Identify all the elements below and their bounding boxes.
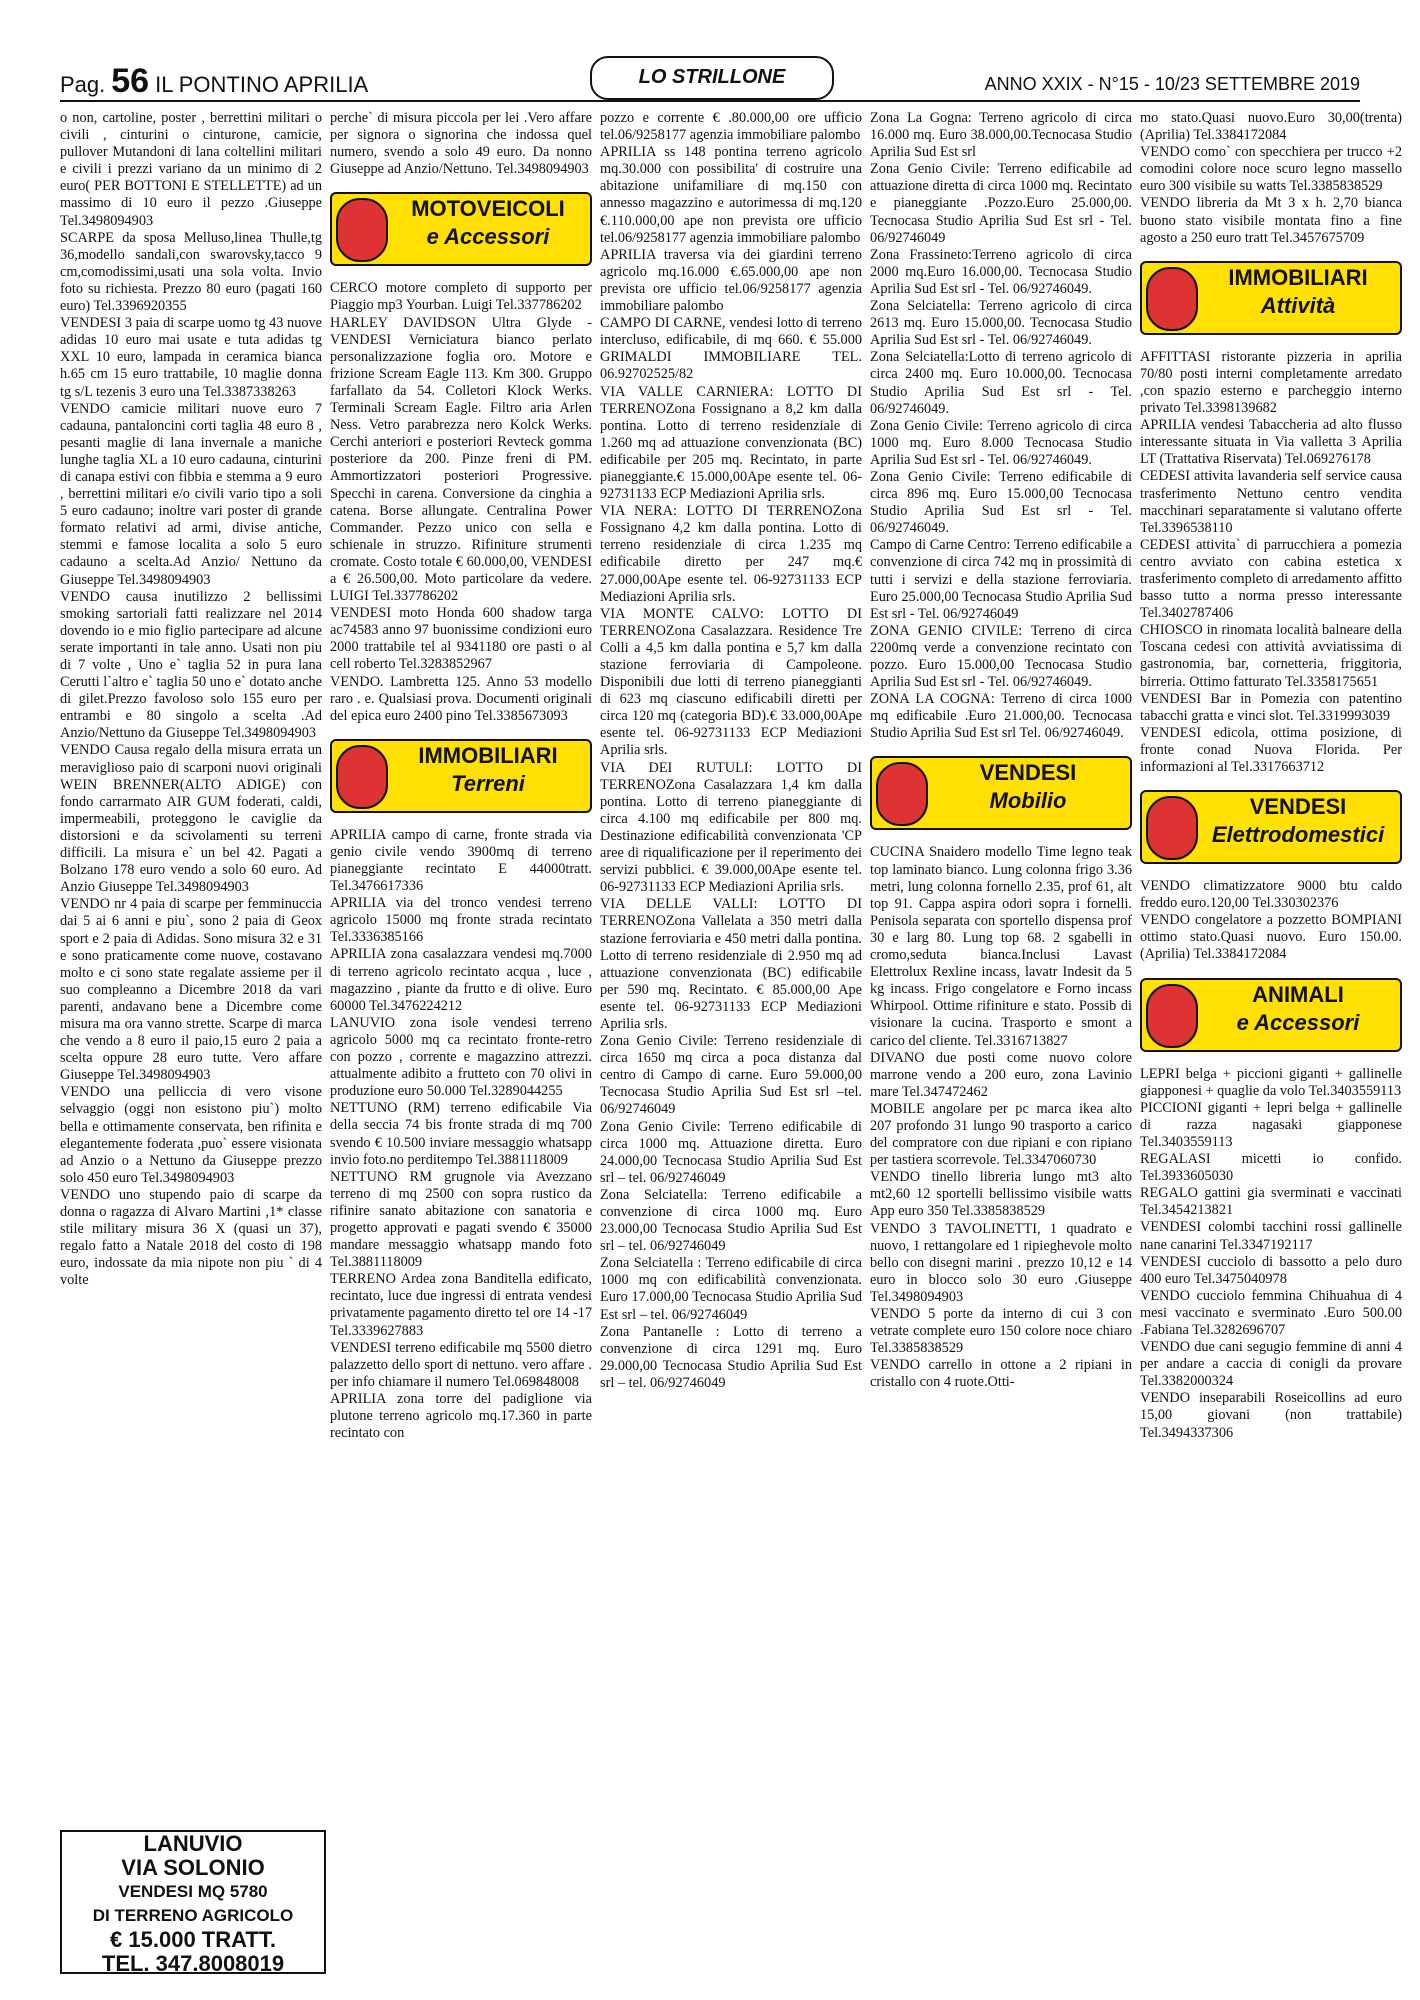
ad-list-terreni xyxy=(600,110,862,1392)
ad-list-motoveicoli xyxy=(330,280,592,724)
classified-ad: VENDO libreria da Mt 3 x h. 2,70 bianca buono stato visibile montata fino a fine agosto a 250 euro tratt Tel.3457675709 xyxy=(1140,195,1402,246)
mascot-icon xyxy=(336,745,388,809)
boxad-line: TEL. 347.8008019 xyxy=(101,1951,285,1976)
classified-ad: Zona La Gogna: Terreno agricolo di circa 16.000 mq. Euro 38.000,00.Tecnocasa Studio Aprilia Sud Est srl xyxy=(870,110,1132,161)
classified-ad: VIA MONTE CALVO: LOTTO DI TERRENOZona Casalazzara. Residence Tre Colli a 4,5 km dalla pontina e 5,7 km dalla stazione ferroviaria di Campoleone. Disponibili due lotti di terreno pianeggianti di 623 mq ciascuno edificabili diretti per circa 120 mq (categoria BD).€ 33.000,00Ape esente tel. 06-92731133 ECP Mediazioni Aprilia srls. xyxy=(600,605,862,759)
boxad-line: € 15.000 TRATT. xyxy=(110,1927,276,1952)
boxad-line: VIA SOLONIO xyxy=(121,1855,265,1880)
classified-ad: Zona Frassineto:Terreno agricolo di circa 2000 mq.Euro 16.000,00. Tecnocasa Studio Aprilia Sud Est srl - Tel. 06/92746049. xyxy=(870,246,1132,297)
classified-ad: o non, cartoline, poster , berrettini militari o civili , cinturini o cinturone, camicie, pullover Mutandoni di lana coltellini militari e civili i prezzi variano da un minimo di 2 euro( PER BOTTONI E STELLETTE) ad un massimo di 10 euro il pezzo .Giuseppe Tel.3498094903 xyxy=(60,110,322,229)
banner-subtitle: Attività xyxy=(1260,292,1336,318)
classified-ad: Zona Selciatella:Lotto di terreno agricolo di circa 2400 mq. Euro 10.000,00. Tecnocasa Studio Aprilia Sud Est srl - Tel. 06/92746049. xyxy=(870,349,1132,417)
banner-elettrodomestici xyxy=(1140,790,1402,864)
classified-ad: MOBILE angolare per pc marca ikea alto 207 profondo 31 lungo 90 trasporto a carico del compratore con due ripiani e con ripiano per tastiera scorrevole. Tel.3347060730 xyxy=(870,1100,1132,1169)
ad-list-elettrodomestici xyxy=(1140,878,1402,963)
mascot-icon xyxy=(1146,796,1198,860)
classified-ad: CERCO motore completo di supporto per Piaggio mp3 Yourban. Luigi Tel.337786202 xyxy=(330,280,592,314)
banner-title: ANIMALI xyxy=(1252,981,1344,1007)
classified-ad: TERRENO Ardea zona Banditella edificato, recintato, luce due ingressi di entrata vendesi privatamente pagamento diretto tel ore 14 -17 Tel.3339627883 xyxy=(330,1271,592,1339)
classified-ad: PICCIONI giganti + lepri belga + gallinelle di razza nagasaki giapponese Tel.3403559113 xyxy=(1140,1099,1402,1150)
classified-ad: VIA DEI RUTULI: LOTTO DI TERRENOZona Casalazzara 1,4 km dalla pontina. Lotto di terreno pianeggiante di circa 4.100 mq edificabile per 800 mq. Destinazione edificabilità convenzionata 'CP aree di riqualificazione per il reperimento dei servizi pubblici. € 39.000,00Ape esente tel. 06-92731133 ECP Mediazioni Aprilia srls. xyxy=(600,759,862,896)
banner-attivita xyxy=(1140,261,1402,335)
banner-subtitle: e Accessori xyxy=(1236,1009,1360,1035)
classified-ad: LANUVIO zona isole vendesi terreno agricolo 5000 mq ca recintato fronte-retro con pozzo , corrente e magazzino attrezzi. attualmente adibito a frutteto con 70 olivi in produzione euro 50.000 Tel.3289044255 xyxy=(330,1014,592,1100)
classified-ad: VENDO 5 porte da interno di cui 3 con vetrate complete euro 150 colore noce chiaro Tel.3385838529 xyxy=(870,1306,1132,1357)
classified-ad: APRILIA zona casalazzara vendesi mq.7000 di terreno agricolo recintato acqua , luce , magazzino , piante da frutto e di olive. Euro 60000 Tel.3476224212 xyxy=(330,946,592,1014)
classified-ad: VENDO uno stupendo paio di scarpe da donna o ragazza di Alvaro Martini ,1* classe stile military misura 36 X (quasi un 37), regalo fatto a Natale 2018 del costo di 198 euro, indossate da mia nipote non piu ` di 4 volte xyxy=(60,1186,322,1289)
classified-ad: VENDO climatizzatore 9000 btu caldo freddo euro.120,00 Tel.330302376 xyxy=(1140,878,1402,912)
paper-name: IL PONTINO APRILIA xyxy=(155,72,369,97)
classified-ad: VENDESI edicola, ottima posizione, di fronte conad Nuova Florida. Per informazioni al Tel.3317663712 xyxy=(1140,724,1402,775)
banner-motoveicoli xyxy=(330,192,592,266)
classified-ad: VENDESI colombi tacchini rossi gallinelle nane canarini Tel.3347192117 xyxy=(1140,1219,1402,1253)
classified-ad: VENDO cucciolo femmina Chihuahua di 4 mesi vaccinato e sverminato .Euro 500.00 .Fabiana Tel.3282696707 xyxy=(1140,1287,1402,1338)
classified-ad: Zona Genio Civile: Terreno edificabile di circa 1000 mq. Attuazione diretta. Euro 24.000,00 Tecnocasa Studio Aprilia Sud Est srl – tel. 06/92746049 xyxy=(600,1118,862,1186)
classified-ad: VENDO Causa regalo della misura errata un meraviglioso paio di scarponi nuovi originali WEIN BRENNER(ALTO ADIGE) con fondo carrarmato AIR GUM foderati, caldi, impermeabili, proteggono le caviglie da distorsioni e da scivolamenti su terreni difficili. La misura e` un bel 42. Pagati a Bolzano 178 euro vendo a solo 60 euro. Ad Anzio Giuseppe Tel.3498094903 xyxy=(60,742,322,896)
boxad-line: LANUVIO xyxy=(143,1831,243,1856)
classified-ad: APRILIA zona torre del padiglione via plutone terreno agricolo mq.17.360 in parte recintato con xyxy=(330,1390,592,1442)
ad-list-terreni xyxy=(330,827,592,1442)
classified-ad: perche` di misura piccola per lei .Vero affare per signora o signorina che indossa quel numero, svendo a solo 49 euro. Da nonno Giuseppe ad Anzio/Nettuno. Tel.3498094903 xyxy=(330,110,592,178)
classified-ad: APRILIA traversa via dei giardini terreno agricolo mq.16.000 €.65.000,00 ape non prevista ore ufficio tel.06/9258177 agenzia immobiliare palombo xyxy=(600,246,862,315)
classified-ad: Zona Selciatella: Terreno agricolo di circa 2613 mq. Euro 15.000,00. Tecnocasa Studio Aprilia Sud Est srl - Tel. 06/92746049. xyxy=(870,298,1132,349)
classified-ad: mo stato.Quasi nuovo.Euro 30,00(trenta)(Aprilia) Tel.3384172084 xyxy=(1140,110,1402,144)
ad-list-mobilio xyxy=(1140,110,1402,247)
classified-ad: CEDESI attivita lavanderia self service causa trasferimento Nettuno centro vendita macchinari separatamente si valutano offerte Tel.3396538110 xyxy=(1140,468,1402,536)
classified-ad: ZONA LA COGNA: Terreno di circa 1000 mq edificabile .Euro 21.000,00. Tecnocasa Studio Aprilia Sud Est srl Tel. 06/92746049. xyxy=(870,691,1132,742)
classified-ad: VIA NERA: LOTTO DI TERRENOZona Fossignano 4,2 km dalla pontina. Lotto di terreno residenziale di circa 1.235 mq edificabile diretto per 247 mq.€ 27.000,00Ape esente tel. 06-92731133 ECP Mediazioni Aprilia srls. xyxy=(600,503,862,605)
mascot-icon xyxy=(1146,984,1198,1048)
classified-ad: DIVANO due posti come nuovo colore marrone vendo a 200 euro, zona Lavinio mare Tel.347472462 xyxy=(870,1049,1132,1100)
column-2 xyxy=(330,110,592,1980)
classified-ad: CUCINA Snaidero modello Time legno teak top laminato bianco. Lung colonna frigo 3.36 metri, lung colonna fornello 2.35, prof 61, alt top 91. Cappa aspira odori sopra i fornelli. Penisola separata con sportello dispensa prof 30 e larg 80. Lung top 68. 2 sgabelli in cromo,seduta bianca.Inclusi Lavast Elettrolux Rexline incass, lavatr Indesit da 5 kg incass. Frigo congelatore e Forno incass Whirpool. Ottime rifiniture e stato. Possib di visionare la cucina. Trasporto e smont a carico del cliente. Tel.3316713827 xyxy=(870,844,1132,1049)
classified-ad: VENDO. Lambretta 125. Anno 53 modello raro . e. Qualsiasi prova. Documenti originali del epica euro 2400 pino Tel.3385673093 xyxy=(330,673,592,724)
page-header xyxy=(60,56,1360,100)
banner-animali xyxy=(1140,978,1402,1052)
classified-ad: VENDESI moto Honda 600 shadow targa ac74583 anno 97 buonissime condizioni euro 2000 trattabile tel al 9341180 ore pasti o al cell roberto Tel.3283852967 xyxy=(330,605,592,673)
classified-ad: VENDO congelatore a pozzetto BOMPIANI ottimo stato.Quasi nuovo. Euro 150.00. (Aprilia) Tel.3384172084 xyxy=(1140,912,1402,963)
classified-ad: APRILIA vendesi Tabaccheria ad alto flusso interessante situata in Via valletta 3 Aprilia LT (Trattativa Riservata) Tel.069276178 xyxy=(1140,417,1402,468)
banner-title: VENDESI xyxy=(979,760,1077,786)
classified-ad: LEPRI belga + piccioni giganti + gallinelle giapponesi + quaglie da volo Tel.3403559113 xyxy=(1140,1065,1402,1099)
classified-ad: APRILIA campo di carne, fronte strada via genio civile vendo 3900mq di terreno pianeggiante recintato E 44000tratt. Tel.3476617336 xyxy=(330,826,592,895)
header-rule xyxy=(60,100,1360,102)
ad-list-terreni xyxy=(870,110,1132,742)
classified-ad: NETTUNO (RM) terreno edificabile Via della seccia 74 bis fronte strada di mq 700 svendo € 10.500 inviare messaggio whatsapp invio foto.no perditempo Tel.3881118009 xyxy=(330,1100,592,1168)
classified-ad: VENDESI terreno edificabile mq 5500 dietro palazzetto dello sport di nettuno. vero affare . per info chiamare il numero Tel.069848008 xyxy=(330,1339,592,1390)
banner-subtitle: e Accessori xyxy=(426,224,550,250)
classified-ad: Campo di Carne Centro: Terreno edificabile a convenzione di circa 742 mq in prossimità di tutti i servizi e della stazione ferroviaria. Euro 25.000,00 Tecnocasa Studio Aprilia Sud Est srl - Tel. 06/92746049 xyxy=(870,537,1132,622)
classified-ad: pozzo e corrente € .80.000,00 ore ufficio tel.06/9258177 agenzia immobiliare palombo xyxy=(600,110,862,144)
banner-subtitle: Terreni xyxy=(451,770,525,796)
banner-title: IMMOBILIARI xyxy=(418,742,558,768)
classified-ad: CAMPO DI CARNE, vendesi lotto di terreno intercluso, edificabile, di mq 660. € 55.000 GRIMALDI IMMOBILIARE TEL. 06.92702525/82 xyxy=(600,315,862,383)
classified-ad: REGALASI micetti io confido. Tel.3933605030 xyxy=(1140,1151,1402,1185)
column-1 xyxy=(60,110,322,1980)
ad-list-attivita xyxy=(1140,349,1402,776)
boxad-line: VENDESI MQ 5780 xyxy=(118,1882,268,1901)
banner-subtitle: Mobilio xyxy=(989,788,1067,814)
column-3 xyxy=(600,110,862,1980)
classified-ad: VENDO causa inutilizzo 2 bellissimi smoking sartoriali fatti realizzare nel 2014 dovendo io e mio figlio partecipare ad alcune serate importanti in tale anno. Usati non piu di 7 volte , Uno e` taglia 52 in pura lana Cerutti l`altro e` taglia 50 uno e` dotato anche di gilet.Prezzo favoloso solo 155 euro per entrambi e 80 singolo a scelta .Ad Anzio/Nettuno da Giuseppe Tel.3498094903 xyxy=(60,588,322,742)
classified-ad: NETTUNO RM grugnole via Avezzano terreno di mq 2500 con sopra rustico da rifinire sanato abitazione con sanatoria e progetto approvati e pagati svendo € 35000 mandare messaggio whatsapp mando foto Tel.3881118009 xyxy=(330,1168,592,1271)
classified-ad: VIA VALLE CARNIERA: LOTTO DI TERRENOZona Fossignano a 8,2 km dalla pontina. Lotto di terreno residenziale di 1.260 mq ad attuazione convenzionata (BC) edificabile per 205 mq. Recintato, in parte pianeggiante.€ 15.000,00Ape esente tel. 06-92731133 ECP Mediazioni Aprilia srls. xyxy=(600,383,862,503)
classified-ad: VENDO nr 4 paia di scarpe per femminuccia dai 5 ai 6 anni e piu`, sono 2 paia di Geox sport e 2 paia di Adidas. Sono misura 32 e 31 e sono praticamente come nuove, costavano molto e ci sono state regalate assieme per il suo compleanno a Dicembre 2018 da vari parenti, andavano bene a Dicembre come misura ma ora vanno strette. Scarpe di marca che vendo a 8 euro il paio,15 euro 2 paia a scelta oppure 28 euro tutte. Vero affare Giuseppe Tel.3498094903 xyxy=(60,896,322,1084)
classified-ad: APRILIA via del tronco vendesi terreno agricolo 15000 mq fronte strada recintato Tel.3336385166 xyxy=(330,895,592,946)
classified-ad: VENDO carrello in ottone a 2 ripiani in cristallo con 4 ruote.Otti- xyxy=(870,1357,1132,1391)
banner-title: VENDESI xyxy=(1249,794,1347,820)
classified-ad: VENDO 3 TAVOLINETTI, 1 quadrato e nuovo, 1 rettangolare ed 1 ripieghevole molto bello con disegni marini . prezzo 10,12 e 14 euro in blocco solo 30 euro .Giuseppe Tel.3498094903 xyxy=(870,1220,1132,1305)
ad-list-animali xyxy=(1140,1066,1402,1442)
classified-ad: AFFITTASI ristorante pizzeria in aprilia 70/80 posti interni completamente arredato ,con spazio esterno e parcheggio interno privato Tel.3398139682 xyxy=(1140,348,1402,417)
classified-ad: VENDO inseparabili Roseicollins ad euro 15,00 giovani (non trattabile) Tel.3494337306 xyxy=(1140,1390,1402,1441)
ad-list-mobilio xyxy=(870,844,1132,1391)
classified-ad: HARLEY DAVIDSON Ultra Glyde - VENDESI Verniciatura bianco perlato personalizzazione foglia oro. Motore e frizione Scream Eagle 113. Km 300. Gruppo farfallato da 54. Colletori Klock Werks. Terminali Scream Eagle. Filtro aria Arlen Ness. Vetro parabrezza nero Kolck Werks. Cerchi anteriori e posteriori Revteck gomma posteriore da 200. Pinze freni di PM. Ammortizzatori posteriori Progressive. Specchi in carena. Conversione da cinghia a catena. Borse allungate. Centralina Power Commander. Pezzo unico con sella e schienale in struzzo. Rifiniture strumenti cromate. Costo totale € 60.000,00, VENDESI a € 26.500,00. Moto particolare da vedere. LUIGI Tel.337786202 xyxy=(330,314,592,605)
classified-ad: APRILIA ss 148 pontina terreno agricolo mq.30.000 con possibilita' di costruire una abitazione unifamiliare di mq.150 con annesso magazzino e autorimessa di mq.120 €.110.000,00 ape non prevista ore ufficio tel.06/9258177 agenzia immobiliare palombo xyxy=(600,144,862,246)
classified-ad: Zona Genio Civile: Terreno edificabile di circa 896 mq. Euro 15.000,00 Tecnocasa Studio Aprilia Sud Est srl - Tel. 06/92746049. xyxy=(870,468,1132,537)
classified-ad: ZONA GENIO CIVILE: Terreno di circa 2200mq verde a convenzione recintato con pozzo. Euro 15.000,00 Tecnocasa Studio Aprilia Sud Est srl - Tel. 06/92746049. xyxy=(870,622,1132,691)
logo-strillone: LO STRILLONE xyxy=(590,56,834,100)
classified-ad: CHIOSCO in rinomata località balneare della Toscana cedesi con attività avviatissima di gastronomia, bar, cornetteria, friggitoria, birreria. Ottimo fatturato Tel.3358175651 xyxy=(1140,622,1402,690)
classified-ad: Zona Selciatella: Terreno edificabile a convenzione di circa 1000 mq. Euro 23.000,00 Tecnocasa Studio Aprilia Sud Est srl – tel. 06/92746049 xyxy=(600,1186,862,1255)
classified-ad: Zona Selciatella : Terreno edificabile di circa 1000 mq con edificabilità convenzionata. Euro 17.000,00 Tecnocasa Studio Aprilia Sud Est srl – tel. 06/92746049 xyxy=(600,1255,862,1323)
banner-title: MOTOVEICOLI xyxy=(411,196,565,222)
ad-list xyxy=(330,110,592,178)
classified-ad: Zona Pantanelle : Lotto di terreno a convenzione di circa 1291 mq. Euro 29.000,00 Tecnocasa Studio Aprilia Sud Est srl – tel. 06/92746049 xyxy=(600,1323,862,1391)
classified-ad: VENDESI Bar in Pomezia con patentino tabacchi gratta e vinci slot. Tel.3319993039 xyxy=(1140,690,1402,724)
issue-info: ANNO XXIX - N°15 - 10/23 SETTEMBRE 2019 xyxy=(984,74,1360,94)
banner-terreni xyxy=(330,739,592,813)
boxed-ad-lanuvio xyxy=(60,1830,326,1974)
banner-mobilio xyxy=(870,756,1132,830)
classified-ad: VENDO una pelliccia di vero visone selvaggio (oggi non esistono piu`) molto bella e ottimamente conservata, ben rifinita e elegantemente foderata ,puo` essere visionata ad Anzio o a Nettuno da Giuseppe prezzo solo 450 euro Tel.3498094903 xyxy=(60,1084,322,1186)
classified-ad: VENDESI cucciolo di bassotto a pelo duro 400 euro Tel.3475040978 xyxy=(1140,1253,1402,1287)
classified-ad: VENDO como` con specchiera per trucco +2 comodini colore noce scuro legno massello euro 300 visibile su watts Tel.3385838529 xyxy=(1140,144,1402,195)
classified-ad: CEDESI attivita` di parrucchiera a pomezia centro avviato con cabina estetica x trasferimento completo di arredamento affitto basso tutto a norma presso interessante Tel.3402787406 xyxy=(1140,536,1402,622)
classified-ad: Zona Genio Civile: Terreno agricolo di circa 1000 mq. Euro 8.000 Tecnocasa Studio Aprilia Sud Est srl - Tel. 06/92746049. xyxy=(870,417,1132,468)
classified-ad: SCARPE da sposa Melluso,linea Thulle,tg 36,modello sandali,con swarovsky,tacco 9 cm,comodissimi,usati una sola volta. Invio foto su richiesta. Prezzo 80 euro (pagati 160 euro) Tel.3396920355 xyxy=(60,229,322,315)
classified-ad: VENDO due cani segugio femmine di anni 4 per andare a caccia di conigli da provare Tel.3382000324 xyxy=(1140,1339,1402,1390)
classified-ad: VIA DELLE VALLI: LOTTO DI TERRENOZona Vallelata a 350 metri dalla stazione ferroviaria e 450 metri dalla pontina. Lotto di terreno residenziale di 2.950 mq ad attuazione convenzionata (BC) edificabile per 590 mq. Recintato. € 85.000,00 Ape esente tel. 06-92731133 ECP Mediazioni Aprilia srls. xyxy=(600,896,862,1032)
page-number xyxy=(60,62,368,101)
classified-ad: REGALO gattini gia sverminati e vaccinati Tel.3454213821 xyxy=(1140,1185,1402,1219)
mascot-icon xyxy=(336,198,388,262)
classified-ad: VENDESI 3 paia di scarpe uomo tg 43 nuove adidas 10 euro mai usate e tuta adidas tg XXL 10 euro, lampada in ceramica bianca h.65 cm 15 euro trattabile, 10 maglie donna tg s/L tezenis 3 euro una Tel.3387338263 xyxy=(60,315,322,400)
mascot-icon xyxy=(1146,267,1198,331)
column-4 xyxy=(870,110,1132,1980)
banner-title: IMMOBILIARI xyxy=(1228,264,1368,290)
classified-ad: Zona Genio Civile: Terreno edificabile ad attuazione diretta di circa 1000 mq. Recintato e pianeggiante .Pozzo.Euro 25.000,00. Tecnocasa Studio Aprilia Sud Est srl - Tel. 06/92746049 xyxy=(870,161,1132,246)
boxad-line: DI TERRENO AGRICOLO xyxy=(92,1906,294,1925)
mascot-icon xyxy=(876,762,928,826)
ad-list-abbigliamento xyxy=(60,110,322,1289)
column-5 xyxy=(1140,110,1402,1980)
classified-ad: VENDO camicie militari nuove euro 7 cadauna, pantaloncini corti taglia 48 euro 8 , pesanti maglie di lana invernale a maniche lunghe taglia XL a 10 euro cadauna, cinturini di canapa estivi con fibbia e stemma a 9 euro , berrettini militari e/o civili vario tipo a soli 5 euro cadauno; inoltre vari poster di grande formato relativi ad armi, divise antiche, stemmi e famose localita a solo 5 euro cadauno a scelta.Ad Anzio/ Nettuno da Giuseppe Tel.3498094903 xyxy=(60,400,322,588)
page-label: Pag. xyxy=(60,72,106,97)
page-num: 56 xyxy=(111,62,150,100)
banner-subtitle: Elettrodomestici xyxy=(1211,822,1385,848)
classified-ad: VENDO tinello libreria lungo mt3 alto mt2,60 12 sportelli bellissimo visibile watts App euro 350 Tel.3385838529 xyxy=(870,1169,1132,1220)
classified-ad: Zona Genio Civile: Terreno residenziale di circa 1650 mq circa a poca distanza dal centro di Campo di carne. Euro 59.000,00 Tecnocasa Studio Aprilia Sud Est srl –tel. 06/92746049 xyxy=(600,1033,862,1118)
